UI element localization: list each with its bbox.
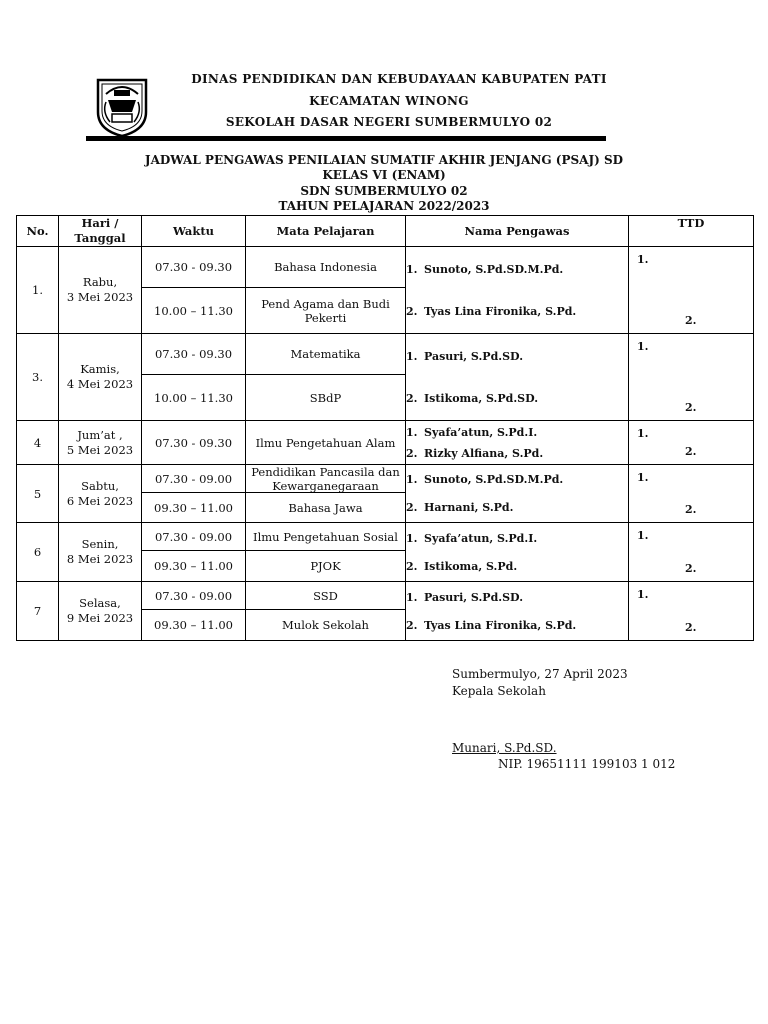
row-subject: [246, 334, 406, 421]
col-hari: Hari / Tanggal: [59, 216, 142, 247]
header-divider: [86, 136, 606, 141]
col-mapel: Mata Pelajaran: [246, 216, 406, 247]
row-signature: 1. 2.: [629, 421, 754, 465]
doc-title: JADWAL PENGAWAS PENILAIAN SUMATIF AKHIR JENJANG (PSAJ) SD: [144, 153, 624, 167]
schedule-table: [16, 215, 754, 641]
doc-school: SDN SUMBERMULYO 02: [300, 184, 468, 198]
cell-text: Bahasa Jawa: [246, 492, 405, 522]
table-row: [17, 523, 754, 582]
cell-text: Bahasa Indonesia: [274, 260, 377, 274]
cell-text: 07.30 - 09.30: [154, 435, 233, 450]
cell-text: 07.30 - 09.00: [154, 588, 233, 603]
school-name: SEKOLAH DASAR NEGERI SUMBERMULYO 02: [225, 115, 553, 129]
row-number: 4: [17, 421, 59, 465]
row-number: 5: [17, 465, 59, 523]
row-time: [142, 465, 246, 523]
cell-text: 09.30 – 11.00: [142, 550, 245, 581]
row-day-date: Senin, 8 Mei 2023: [59, 523, 142, 582]
row-day-date: Kamis, 4 Mei 2023: [59, 334, 142, 421]
row-supervisors: 1. Sunoto, S.Pd.SD.M.Pd. 2. Tyas Lina Fironika, S.Pd.: [406, 247, 629, 334]
doc-year: TAHUN PELAJARAN 2022/2023: [278, 199, 490, 213]
table-row: [17, 421, 754, 465]
cell-text: Ilmu Pengetahuan Sosial: [253, 529, 398, 544]
row-number: 1.: [17, 247, 59, 334]
row-supervisors: 1. Pasuri, S.Pd.SD. 2. Istikoma, S.Pd.SD.: [406, 334, 629, 421]
row-supervisors: 1. Pasuri, S.Pd.SD. 2. Tyas Lina Fironika, S.Pd.: [406, 582, 629, 641]
row-supervisors: 1. Syafa’atun, S.Pd.I. 2. Istikoma, S.Pd.: [406, 523, 629, 582]
signature-name: Munari, S.Pd.SD.: [452, 741, 557, 755]
table-row: [17, 465, 754, 523]
col-ttd: TTD: [629, 216, 754, 247]
table-header-row: [17, 216, 754, 247]
row-day-date: Selasa, 9 Mei 2023: [59, 582, 142, 641]
cell-text: Ilmu Pengetahuan Alam: [255, 435, 396, 450]
cell-text: SSD: [313, 588, 338, 603]
row-subject: [246, 523, 406, 582]
row-time: [142, 523, 246, 582]
district-name: KECAMATAN WINONG: [309, 94, 469, 108]
cell-text: Pendidikan Pancasila dan Kewarganegaraan: [251, 464, 400, 493]
signature-role: Kepala Sekolah: [452, 684, 546, 698]
row-time: [142, 334, 246, 421]
agency-name: DINAS PENDIDIKAN DAN KEBUDAYAAN KABUPATEN PATI: [191, 72, 607, 86]
col-waktu: Waktu: [142, 216, 246, 247]
row-supervisors: 1. Sunoto, S.Pd.SD.M.Pd. 2. Harnani, S.Pd.: [406, 465, 629, 523]
row-signature: 1. 2.: [629, 582, 754, 641]
col-pengawas: Nama Pengawas: [406, 216, 629, 247]
table-row: [17, 247, 754, 334]
row-number: 3.: [17, 334, 59, 421]
cell-text: Mulok Sekolah: [246, 609, 405, 640]
row-day-date: Jum’at , 5 Mei 2023: [59, 421, 142, 465]
signature-nip: NIP. 19651111 199103 1 012: [498, 757, 676, 771]
row-subject: [246, 582, 406, 641]
row-subject: [246, 465, 406, 523]
cell-text: 10.00 – 11.30: [142, 287, 245, 333]
row-day-date: Rabu, 3 Mei 2023: [59, 247, 142, 334]
cell-text: 07.30 - 09.30: [154, 260, 233, 274]
row-number: 7: [17, 582, 59, 641]
row-subject: [246, 421, 406, 465]
cell-text: 07.30 - 09.00: [154, 529, 233, 544]
col-no: No.: [17, 216, 59, 247]
cell-text: 09.30 – 11.00: [142, 609, 245, 640]
cell-text: 07.30 - 09.00: [154, 471, 233, 486]
row-signature: 1. 2.: [629, 465, 754, 523]
row-subject: [246, 247, 406, 334]
row-number: 6: [17, 523, 59, 582]
row-signature: 1. 2.: [629, 247, 754, 334]
signature-place-date: Sumbermulyo, 27 April 2023: [452, 667, 628, 681]
cell-text: 07.30 - 09.30: [154, 347, 233, 361]
row-time: [142, 247, 246, 334]
row-time: [142, 421, 246, 465]
table-row: [17, 334, 754, 421]
row-signature: 1. 2.: [629, 523, 754, 582]
row-day-date: Sabtu, 6 Mei 2023: [59, 465, 142, 523]
cell-text: Pend Agama dan Budi Pekerti: [246, 287, 405, 333]
cell-text: Matematika: [290, 347, 361, 361]
row-supervisors: 1. Syafa’atun, S.Pd.I. 2. Rizky Alfiana, S.Pd.: [406, 421, 629, 465]
table-row: [17, 582, 754, 641]
row-time: [142, 582, 246, 641]
row-signature: 1. 2.: [629, 334, 754, 421]
cell-text: SBdP: [246, 374, 405, 420]
cell-text: PJOK: [246, 550, 405, 581]
doc-class: KELAS VI (ENAM): [322, 168, 446, 182]
cell-text: 09.30 – 11.00: [142, 492, 245, 522]
cell-text: 10.00 – 11.30: [142, 374, 245, 420]
